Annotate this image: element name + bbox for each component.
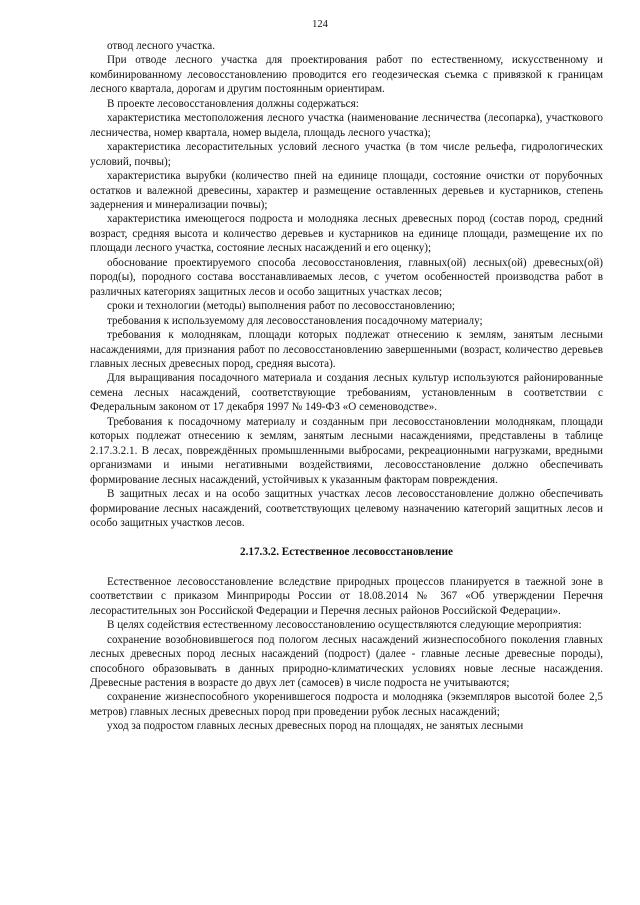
- page-body: [90, 39, 603, 734]
- paragraph: В защитных лесах и на особо защитных участках лесов лесовосстановление должно обеспечивать формирование лесных насаждений, соответствующих целевому назначению категорий защитных лесов и особо защитных участков лесов.: [90, 488, 603, 529]
- paragraph: В проекте лесовосстановления должны содержаться:: [107, 97, 359, 110]
- list-item: уход за подростом главных лесных древесных пород на площадях, не занятых лесными: [107, 720, 524, 733]
- list-item: требования к используемому для лесовосстановления посадочному материалу;: [107, 314, 483, 327]
- paragraph: Требования к посадочному материалу и созданным при лесовосстановлении молоднякам, площади которых подлежат отнесению к землям, занятым лесными насаждениями, представлены в таблице 2.17.3.2.1. В лесах, повреждённых промышленными выбросами, рекреационными нагрузками, вредными организмами и иными негативными воздействиями, лесовосстановление должно обеспечивать формирование лесных насаждений, устойчивых к указанным факторам повреждения.: [90, 415, 603, 486]
- list-item: характеристика имеющегося подроста и молодняка лесных древесных пород (состав пород, средний возраст, средняя высота и количество деревьев и кустарников на единице площади, размещение их по площади лесного участка, состояние лесных насаждений и его оценку);: [90, 213, 603, 255]
- paragraph: отвод лесного участка.: [107, 40, 215, 52]
- list-item: обоснование проектируемого способа лесовосстановления, главных(ой) лесных(ой) древесных(ой) пород(ы), породного состава восстанавливаемых лесов, с учетом особенностей производства работ в различных категориях защитных лесов и особо защитных участках лесов;: [90, 256, 603, 298]
- list-item: характеристика лесорастительных условий лесного участка (в том числе рельефа, гидрологических условий, почвы);: [90, 141, 603, 168]
- paragraph: В целях содействия естественному лесовосстановлению осуществляются следующие мероприятия:: [107, 619, 582, 632]
- paragraph: Для выращивания посадочного материала и создания лесных культур используются районированные семена лесных насаждений, соответствующие требованиям, установленным в соответствии с Федеральным законом от 17 декабря 1997 № 149-ФЗ «О семеноводстве».: [90, 372, 603, 414]
- paragraph: При отводе лесного участка для проектирования работ по естественному, искусственному и комбинированному лесовосстановлению проводится его геодезическая съемка с привязкой к границам лесного квартала, дорогам и другим постоянным ориентирам.: [90, 54, 603, 96]
- section-heading: 2.17.3.2. Естественное лесовосстановление: [240, 546, 453, 559]
- paragraph: Естественное лесовосстановление вследствие природных процессов планируется в таежной зоне в соответствии с приказом Минприроды России от 18.08.2014 № 367 «Об утверждении Перечня лесорастительных зон Российской Федерации и Перечня лесных районов Российской Федерации».: [90, 575, 603, 617]
- list-item: сохранение возобновившегося под пологом лесных насаждений жизнеспособного поколения главных лесных древесных пород лесных насаждений (подрост) (далее - главные лесные древесные породы), способного образовывать в данных природно-климатических условиях новые лесные насаждения. Древесные растения в возрасте до двух лет (самосев) в числе подроста не учитываются;: [90, 633, 603, 690]
- page-number: 124: [312, 19, 328, 30]
- list-item: требования к молоднякам, площади которых подлежат отнесению к землям, занятым лесными насаждениями, для признания работ по лесовосстановлению завершенными (возраст, количество деревьев главных лесных древесных пород, средняя высота).: [90, 329, 603, 370]
- list-item: характеристика вырубки (количество пней на единице площади, состояние очистки от порубочных остатков и валежной древесины, характер и размещение оставленных деревьев и кустарников, степень задернения и минерализации почвы);: [90, 170, 603, 211]
- list-item: характеристика местоположения лесного участка (наименование лесничества (лесопарка), участкового лесничества, номер квартала, номер выдела, площадь лесного участка);: [90, 112, 603, 139]
- list-item: сроки и технологии (методы) выполнения работ по лесовосстановлению;: [107, 300, 456, 313]
- list-item: сохранение жизнеспособного укоренившегося подроста и молодняка (экземпляров высотой более 2,5 метров) главных лесных древесных пород при проведении рубок лесных насаждений;: [90, 691, 603, 718]
